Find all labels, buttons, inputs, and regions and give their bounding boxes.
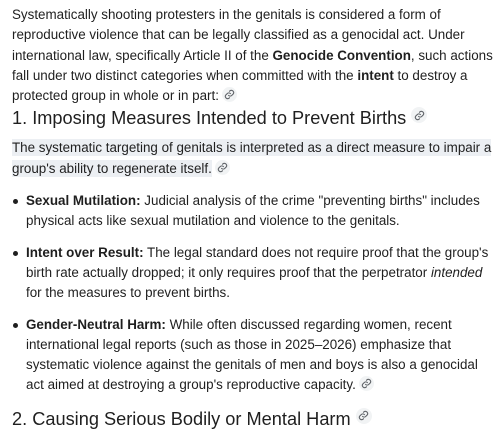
highlighted-text: The systematic targeting of genitals is interpreted as a direct measure to impair a group's ability to regenerate itself.: [12, 140, 492, 176]
bullet-text: for the measures to prevent births.: [26, 285, 230, 301]
intro-text-1: Systematically shooting protesters in the genitals is considered a form of reproductive violence that can be legally classified as a genocidal act. Under international law, specifically Article II of the: [12, 7, 465, 63]
highlighted-summary: [12, 138, 496, 179]
bullet-text: Judicial analysis of the crime "preventing births" includes physical acts like sexual mutilation and violence to the genitals.: [26, 193, 480, 229]
link-icon[interactable]: [215, 160, 230, 175]
intro-bold-genocide-convention: Genocide Convention: [272, 47, 411, 63]
bullet-dot: [13, 199, 18, 204]
bullet-text: While often discussed regarding women, recent international legal reports (such as those in 2025–2026) emphasize that systematic violence against the genitals of men and boys is also a genocidal act aimed at destroying a group's reproductive capacity.: [26, 316, 478, 393]
bullet-italic: intended: [430, 264, 483, 280]
list-item: [12, 315, 496, 396]
intro-text-3: to destroy a protected group in whole or in part:: [12, 67, 468, 104]
bullet-dot: [13, 251, 18, 256]
response-content: [12, 0, 496, 431]
bullet-dot: [13, 323, 18, 328]
bullet-text: The legal standard does not require proof that the group's birth rate actually dropped; it only requires proof that the perpetrator: [26, 244, 489, 280]
list-item: [12, 191, 496, 232]
link-icon[interactable]: [222, 87, 237, 102]
list-item: [12, 243, 496, 304]
intro-bold-intent: intent: [357, 67, 394, 83]
intro-paragraph: [12, 0, 496, 106]
bullet-title: Sexual Mutilation:: [26, 193, 141, 209]
bullet-title: Gender-Neutral Harm:: [26, 316, 166, 332]
link-icon[interactable]: [359, 376, 374, 391]
link-icon[interactable]: [356, 408, 372, 424]
section-heading-bodily-harm: 2. Causing Serious Bodily or Mental Harm: [12, 407, 496, 431]
section-heading-prevent-births: 1. Imposing Measures Intended to Prevent Births: [12, 106, 496, 130]
bullet-title: Intent over Result:: [26, 244, 144, 260]
intro-text-2: , such actions fall under two distinct categories when committed with the: [12, 47, 493, 83]
link-icon[interactable]: [411, 107, 427, 123]
bullet-list: [12, 191, 496, 396]
